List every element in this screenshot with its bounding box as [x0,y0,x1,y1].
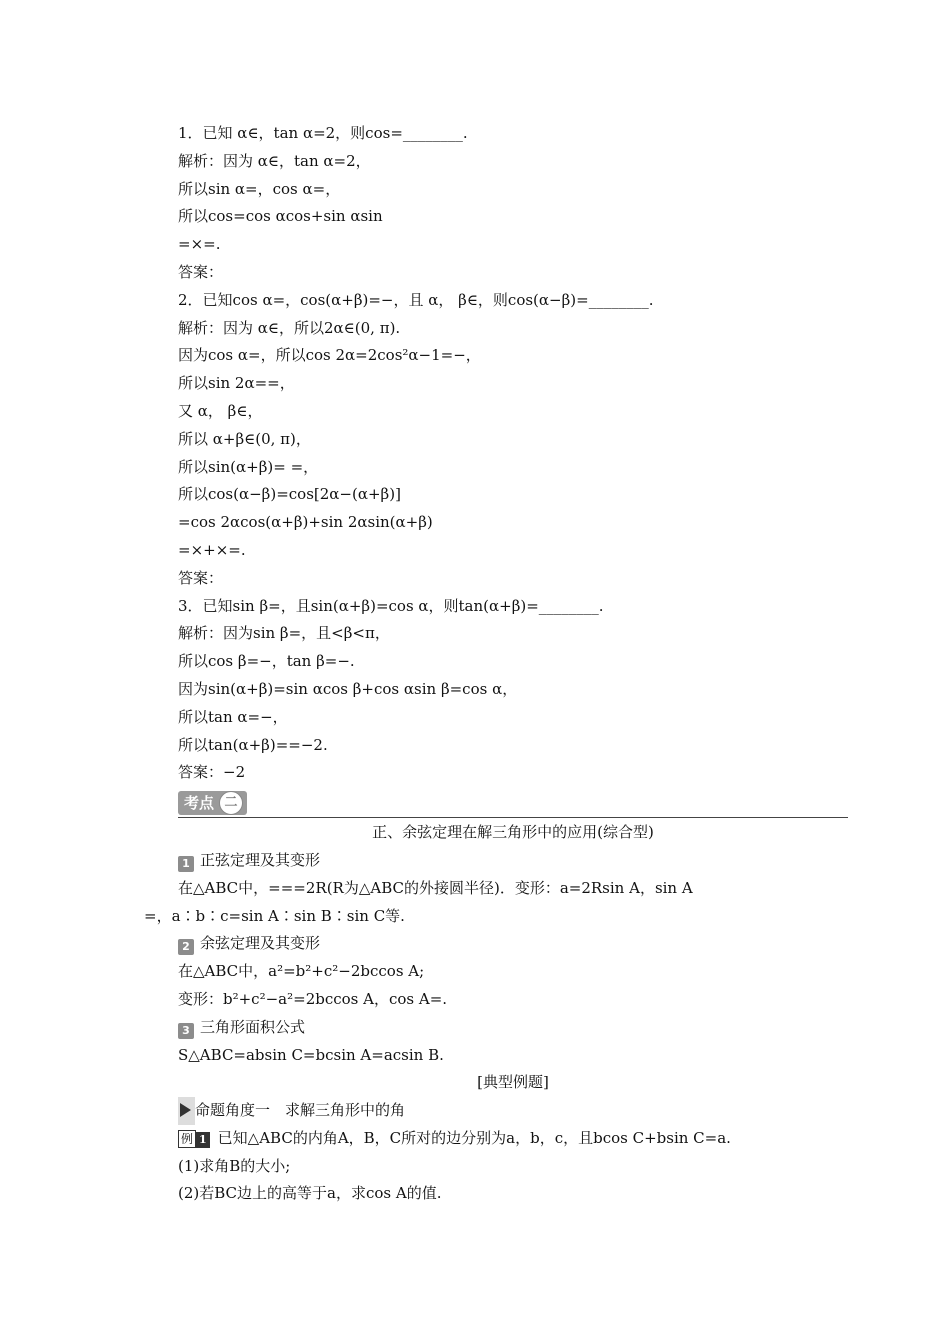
angle-heading-text: 命题角度一 求解三角形中的角 [195,1101,406,1120]
angle-heading [178,1097,848,1125]
text-line: =，a∶b∶c=sin A∶sin B∶sin C等. [144,906,405,925]
play-icon [180,1103,191,1117]
section-title: 正、余弦定理在解三角形中的应用(综合型) [372,823,654,842]
item-heading-2 [178,930,848,958]
text-line: 变形：b²+c²−a²=2bccos A，cos A=. [178,989,448,1008]
section-badge [178,791,247,815]
text-line: 所以sin(α+β)= =， [178,457,319,476]
play-icon-box [178,1097,195,1125]
text-line: 因为cos α=，所以cos 2α=2cos²α−1=−， [178,346,481,365]
text-line: 因为sin(α+β)=sin αcos β+cos αsin β=cos α， [178,679,518,698]
example-text: 已知△ABC的内角A，B，C所对的边分别为a，b，c，且bcos C+bsin C=a. [217,1128,731,1147]
text-line: 1．已知 α∈，tan α=2，则cos=________. [178,124,468,142]
text-line: 在△ABC中，===2R(R为△ABC的外接圆半径)．变形：a=2Rsin A，sin A [178,878,693,897]
section-badge-label: 考点 [184,794,215,813]
item-number-badge: 2 [178,939,194,955]
text-line: =×+×=. [178,540,246,559]
text-line: S△ABC=absin C=bcsin A=acsin B. [178,1045,444,1064]
section-header [178,789,848,819]
text-line: 所以tan α=−， [178,707,288,726]
item-heading-1 [178,847,848,875]
text-line: 所以sin α=，cos α=， [178,179,341,198]
item-number-badge: 1 [178,856,194,872]
text-line: 解析：因为 α∈，所以2α∈(0, π). [178,318,401,337]
text-line: 在△ABC中，a²=b²+c²−2bccos A; [178,962,425,981]
text-line: 答案： [178,568,224,587]
text-line: 又 α， β∈， [178,401,263,420]
section-divider [178,817,848,818]
text-line: 所以sin 2α==， [178,374,295,393]
text-line: 所以tan(α+β)==−2. [178,735,328,754]
text-line: 2．已知cos α=，cos(α+β)=−，且 α， β∈，则cos(α−β)=________. [178,290,654,309]
item-heading-text: 余弦定理及其变形 [200,934,321,953]
item-heading-text: 三角形面积公式 [200,1017,306,1036]
text-line: 所以 α+β∈(0, π)， [178,429,311,448]
item-heading-3 [178,1014,848,1042]
text-line: 所以cos=cos αcos+sin αsin [178,207,383,226]
text-line: =×=. [178,235,221,254]
item-number-badge: 3 [178,1023,194,1039]
text-line: 解析：因为 α∈，tan α=2， [178,151,371,170]
section-number-circle: 二 [219,791,243,815]
text-line: =cos 2αcos(α+β)+sin 2αsin(α+β) [178,513,433,532]
document-content [144,120,848,1208]
text-line: 答案： [178,262,224,281]
text-line: 解析：因为sin β=，且<β<π， [178,624,390,643]
text-line: 答案：−2 [178,763,246,782]
text-line: 所以cos(α−β)=cos[2α−(α+β)] [178,485,401,504]
example-number-badge: 1 [196,1132,210,1148]
typical-examples-header: [典型例题] [477,1073,549,1092]
item-heading-text: 正弦定理及其变形 [200,850,321,869]
example-label-badge: 例 [178,1130,196,1148]
text-line: 3．已知sin β=，且sin(α+β)=cos α，则tan(α+β)=________. [178,596,604,615]
problems-block [178,120,848,787]
question-2: (2)若BC边上的高等于a，求cos A的值. [178,1184,442,1203]
text-line: 所以cos β=−，tan β=−. [178,652,355,671]
example-line [178,1125,848,1153]
question-1: (1)求角B的大小; [178,1156,291,1175]
